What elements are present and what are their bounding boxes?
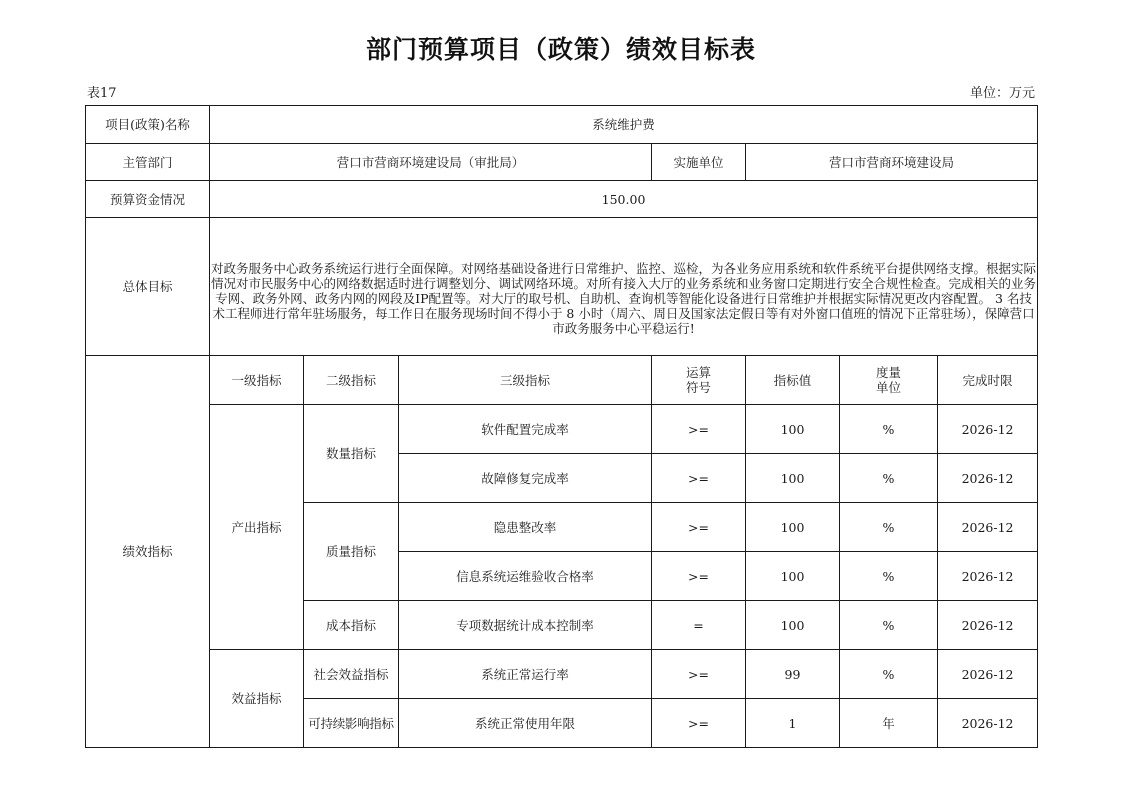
indicator-row: [86, 650, 1038, 699]
level3-name: 故障修复完成率: [399, 454, 652, 503]
header-unit: [840, 356, 938, 405]
operator: >=: [652, 454, 746, 503]
deadline: 2026-12: [938, 405, 1038, 454]
deadline: 2026-12: [938, 650, 1038, 699]
operator: >=: [652, 552, 746, 601]
header-operator-line1: 运算: [685, 365, 711, 380]
header-level2: 二级指标: [304, 356, 399, 405]
header-unit-line2: 单位: [875, 380, 901, 395]
unit-label: 单位：万元: [969, 86, 1035, 101]
deadline: 2026-12: [938, 552, 1038, 601]
measure-unit: 年: [840, 699, 938, 748]
level3-name: 系统正常使用年限: [399, 699, 652, 748]
project-name-row: [86, 106, 1038, 144]
level3-name: 软件配置完成率: [399, 405, 652, 454]
level2-quantity: 数量指标: [304, 405, 399, 503]
indicator-value: 1: [746, 699, 840, 748]
deadline: 2026-12: [938, 699, 1038, 748]
header-level3: 三级指标: [399, 356, 652, 405]
level1-output: 产出指标: [210, 405, 304, 650]
indicator-value: 100: [746, 454, 840, 503]
indicator-value: 100: [746, 503, 840, 552]
implementing-unit-label: 实施单位: [652, 144, 746, 181]
project-name-value: 系统维护费: [210, 106, 1038, 144]
header-unit-line1: 度量: [875, 365, 901, 380]
deadline: 2026-12: [938, 454, 1038, 503]
indicator-value: 99: [746, 650, 840, 699]
budget-value: 150.00: [210, 181, 1038, 218]
overall-goal-label: 总体目标: [86, 218, 210, 356]
overall-goal-text: 对政务服务中心政务系统运行进行全面保障。对网络基础设备进行日常维护、监控、巡检，为各业务应用系统和软件系统平台提供网络支撑。根据实际情况对市民服务中心的网络数据适时进行调整划分、调试网络环境。对所有接入大厅的业务系统和业务窗口定期进行安全合规性检查。完成相关的业务专网、政务外网、政务内网的网段及IP配置等。对大厅的取号机、自助机、查询机等智能化设备进行日常维护并根据实际情况更改内容配置。 3 名技术工程师进行常年驻场服务，每工作日在服务现场时间不得小于 8 小时（周六、周日及国家法定假日等有对外窗口值班的情况下正常驻场），保障营口市政务服务中心平稳运行!: [211, 261, 1037, 336]
level2-sustainable-impact: 可持续影响指标: [304, 699, 399, 748]
deadline: 2026-12: [938, 503, 1038, 552]
measure-unit: %: [840, 650, 938, 699]
level3-name: 信息系统运维验收合格率: [399, 552, 652, 601]
measure-unit: %: [840, 552, 938, 601]
operator: >=: [652, 405, 746, 454]
measure-unit: %: [840, 503, 938, 552]
department-row: [86, 144, 1038, 181]
level2-quality: 质量指标: [304, 503, 399, 601]
deadline: 2026-12: [938, 601, 1038, 650]
level2-social-benefit: 社会效益指标: [304, 650, 399, 699]
header-deadline: 完成时限: [938, 356, 1038, 405]
indicator-row: [86, 405, 1038, 454]
project-name-label: 项目(政策)名称: [86, 106, 210, 144]
header-operator: [652, 356, 746, 405]
performance-target-table: [85, 105, 1038, 748]
level1-benefit: 效益指标: [210, 650, 304, 748]
operator: >=: [652, 503, 746, 552]
header-level1: 一级指标: [210, 356, 304, 405]
level3-name: 专项数据统计成本控制率: [399, 601, 652, 650]
level2-cost: 成本指标: [304, 601, 399, 650]
operator: >=: [652, 650, 746, 699]
department-value: 营口市营商环境建设局（审批局）: [210, 144, 652, 181]
header-value: 指标值: [746, 356, 840, 405]
page-title: 部门预算项目（政策）绩效目标表: [365, 35, 756, 64]
department-label: 主管部门: [86, 144, 210, 181]
indicator-value: 100: [746, 405, 840, 454]
indicators-section-label: 绩效指标: [86, 356, 210, 748]
operator: =: [652, 601, 746, 650]
budget-row: [86, 181, 1038, 218]
indicator-value: 100: [746, 601, 840, 650]
overall-goal-row: [86, 218, 1038, 356]
implementing-unit-value: 营口市营商环境建设局: [746, 144, 1038, 181]
operator: >=: [652, 699, 746, 748]
level3-name: 系统正常运行率: [399, 650, 652, 699]
level3-name: 隐患整改率: [399, 503, 652, 552]
measure-unit: %: [840, 454, 938, 503]
header-operator-line2: 符号: [685, 380, 711, 395]
measure-unit: %: [840, 601, 938, 650]
indicator-header-row: [86, 356, 1038, 405]
table-number: 表17: [87, 86, 117, 101]
measure-unit: %: [840, 405, 938, 454]
budget-label: 预算资金情况: [86, 181, 210, 218]
indicator-value: 100: [746, 552, 840, 601]
